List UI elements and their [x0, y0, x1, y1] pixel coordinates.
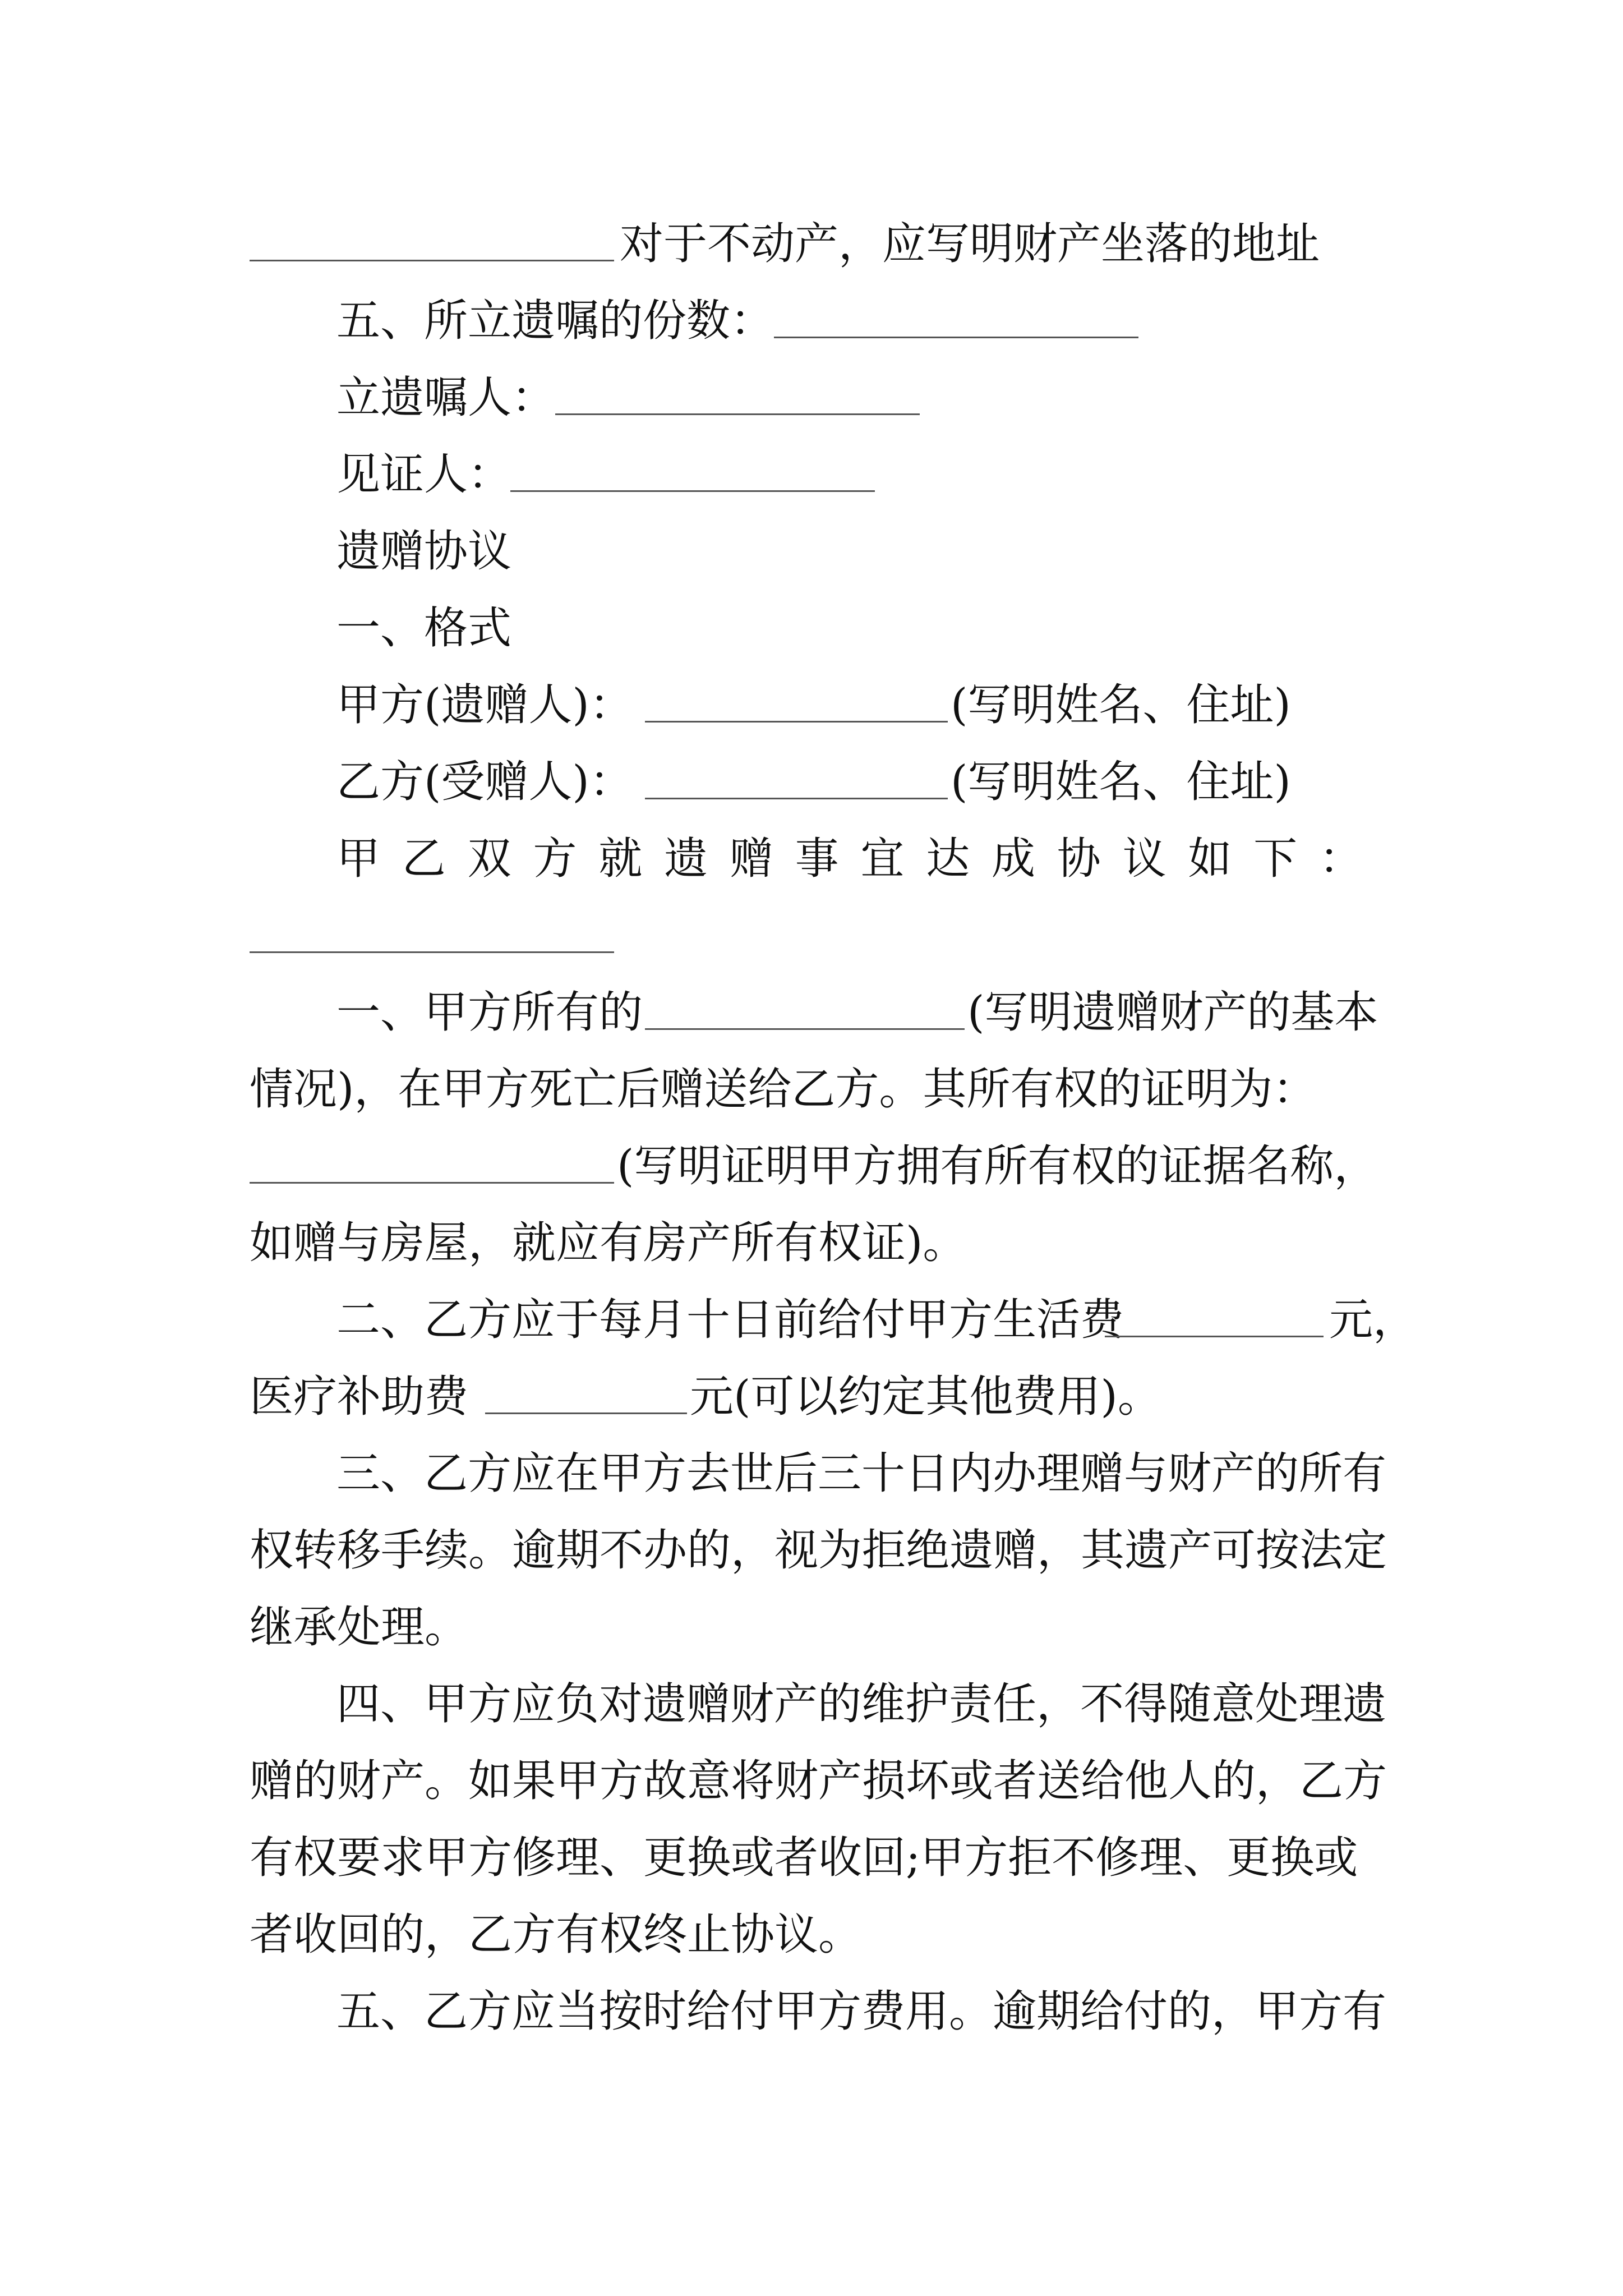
spread-char: 乙 [402, 834, 446, 884]
clause-1-line-3 [0, 1138, 1623, 1194]
text: 有权要求甲方修理、更换或者收回;甲方拒不修理、更换或 [250, 1833, 1358, 1883]
blank-underline [645, 677, 948, 723]
heading-format [0, 600, 1623, 656]
text: (写明姓名、住址) [951, 757, 1291, 807]
spread-text [336, 831, 1363, 887]
text: 甲方(遗赠人)： [336, 680, 633, 730]
text: 五、所立遗嘱的份数： [336, 296, 774, 346]
text: 乙方(受赠人)： [336, 757, 633, 807]
spread-char: 遗 [663, 834, 708, 884]
blank-underline [510, 447, 875, 492]
clause-5-line-1 [0, 1984, 1623, 2040]
clause-2-line-2 [0, 1369, 1623, 1425]
blank-underline [645, 984, 965, 1030]
text: 四、甲方应负对遗赠财产的维护责任，不得随意处理遗 [336, 1679, 1387, 1729]
clause-3-line-1 [0, 1446, 1623, 1502]
text: 权转移手续。逾期不办的，视为拒绝遗赠，其遗产可按法定 [250, 1525, 1387, 1576]
clause-4-line-4 [0, 1907, 1623, 1963]
line-property-address [0, 216, 1623, 272]
spread-char: ： [1318, 834, 1363, 884]
text: 遗赠协议 [336, 526, 512, 577]
text: 元， [1329, 1295, 1417, 1345]
clause-4-line-2 [0, 1753, 1623, 1809]
text: 者收回的，乙方有权终止协议。 [250, 1910, 863, 1960]
spread-char: 如 [1188, 834, 1232, 884]
line-agreement-intro [0, 831, 1623, 887]
line-party-b [0, 754, 1623, 810]
spread-char: 宜 [860, 834, 905, 884]
text: (写明证明甲方拥有所有权的证据名称， [617, 1141, 1378, 1191]
line-testator [0, 370, 1623, 426]
line-will-copies [0, 293, 1623, 349]
text: 医疗补助费 [250, 1372, 469, 1422]
text: 情况)，在甲方死亡后赠送给乙方。其所有权的证明为： [250, 1064, 1317, 1115]
text: 三、乙方应在甲方去世后三十日内办理赠与财产的所有 [336, 1448, 1387, 1499]
text: 五、乙方应当按时给付甲方费用。逾期给付的，甲方有 [336, 1986, 1387, 2037]
text: 一、格式 [336, 603, 512, 654]
spread-char: 甲 [336, 834, 381, 884]
text: 对于不动产，应写明财产坐落的地址 [620, 219, 1320, 269]
blank-underline [645, 754, 948, 799]
spread-char: 下 [1253, 834, 1298, 884]
text: 立遗嘱人： [336, 372, 556, 423]
line-blank [0, 908, 1623, 964]
spread-char: 赠 [729, 834, 773, 884]
text: 二、乙方应于每月十日前给付甲方生活费 [336, 1295, 1124, 1345]
text: 如赠与房屋，就应有房产所有权证)。 [250, 1218, 967, 1268]
text: 元(可以约定其他费用)。 [690, 1372, 1161, 1422]
clause-4-line-1 [0, 1676, 1623, 1732]
text: 一、甲方所有的 [336, 987, 643, 1038]
spread-char: 达 [926, 834, 970, 884]
blank-underline [250, 216, 614, 261]
blank-underline [555, 370, 920, 415]
blank-underline [1105, 1292, 1324, 1337]
blank-underline [250, 1138, 614, 1184]
spread-char: 就 [598, 834, 643, 884]
spread-char: 双 [467, 834, 511, 884]
blank-underline [774, 293, 1138, 338]
spread-char: 成 [991, 834, 1035, 884]
text: 赠的财产。如果甲方故意将财产损坏或者送给他人的，乙方 [250, 1756, 1387, 1806]
text: 见证人： [336, 449, 512, 500]
spread-char: 事 [795, 834, 839, 884]
spread-char: 议 [1122, 834, 1166, 884]
spread-char: 协 [1057, 834, 1101, 884]
line-party-a [0, 677, 1623, 733]
spread-char: 方 [533, 834, 577, 884]
clause-1-line-2 [0, 1061, 1623, 1117]
clause-3-line-2 [0, 1522, 1623, 1579]
clause-1-line-4 [0, 1215, 1623, 1271]
clause-3-line-3 [0, 1599, 1623, 1655]
text: 继承处理。 [250, 1602, 469, 1653]
blank-underline [250, 908, 614, 953]
clause-1-line-1 [0, 984, 1623, 1041]
blank-underline [485, 1369, 687, 1414]
clause-2-line-1 [0, 1292, 1623, 1348]
text: (写明遗赠财产的基本 [967, 987, 1378, 1038]
heading-bequest-agreement [0, 523, 1623, 579]
text: (写明姓名、住址) [951, 680, 1291, 730]
clause-4-line-3 [0, 1830, 1623, 1886]
line-witness [0, 447, 1623, 503]
